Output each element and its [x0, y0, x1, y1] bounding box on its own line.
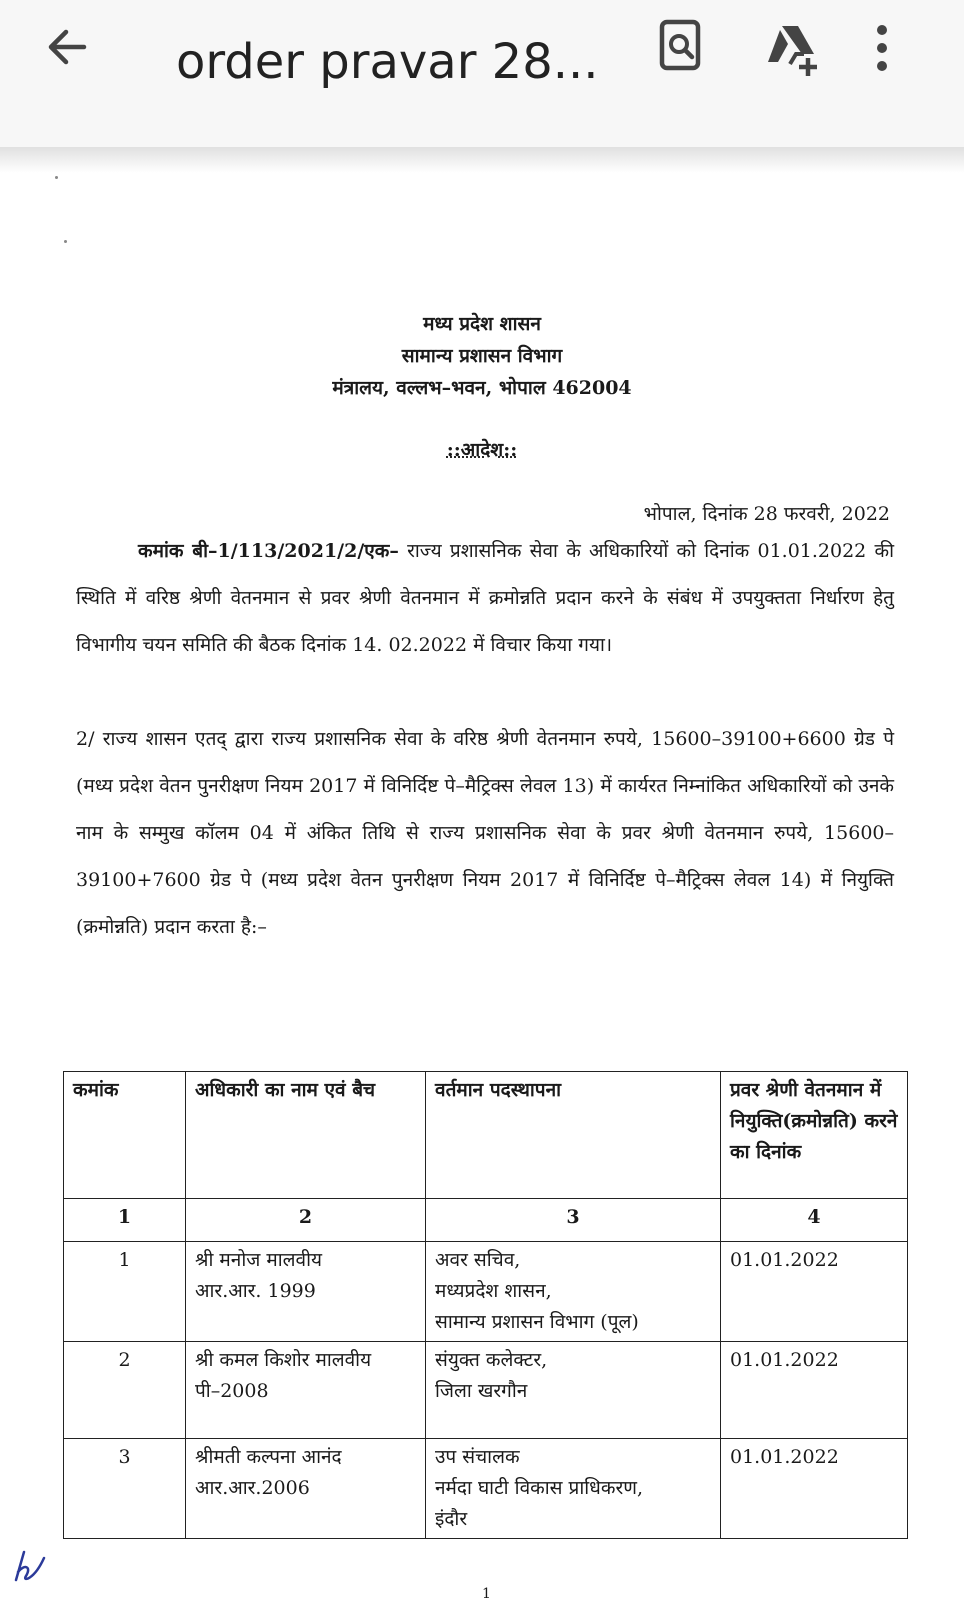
order-title: ::आदेश::: [446, 439, 518, 461]
header-posting: वर्तमान पदस्थापना: [426, 1072, 721, 1199]
table-row: [64, 1342, 908, 1439]
serial-cell: 2: [64, 1342, 186, 1439]
header-name: अधिकारी का नाम एवं बैच: [186, 1072, 426, 1199]
officer-cell: श्रीमती कल्पना आनंद आर.आर.2006: [186, 1439, 426, 1539]
drive-add-icon[interactable]: [762, 18, 822, 78]
header-line-2: सामान्य प्रशासन विभाग: [401, 345, 563, 367]
officer-cell: श्री मनोज मालवीय आर.आर. 1999: [186, 1242, 426, 1342]
table-row: [64, 1242, 908, 1342]
column-number: 1: [64, 1199, 186, 1242]
top-app-bar: [0, 0, 964, 147]
pen-mark-icon: [10, 1546, 50, 1586]
serial-cell: 3: [64, 1439, 186, 1539]
place-date: भोपाल, दिनांक 28 फरवरी, 2022: [643, 503, 890, 525]
column-number: 4: [721, 1199, 908, 1242]
document-title: order pravar 28...: [176, 34, 599, 90]
header-line-3: मंत्रालय, वल्लभ–भवन, भोपाल 462004: [332, 377, 632, 399]
header-serial: कमांक: [64, 1072, 186, 1199]
promotion-table: [63, 1071, 908, 1539]
search-document-icon[interactable]: [654, 18, 714, 78]
page-number: 1: [482, 1586, 491, 1602]
header-date: प्रवर श्रेणी वेतनमान में नियुक्ति(क्रमोन्नति) करने का दिनांक: [721, 1072, 908, 1199]
scan-speck: [55, 176, 58, 179]
date-cell: 01.01.2022: [721, 1439, 908, 1539]
paragraph-1: [76, 528, 894, 669]
column-number: 2: [186, 1199, 426, 1242]
toolbar-shadow: [0, 147, 964, 173]
arrow-left-icon[interactable]: [42, 22, 92, 72]
table-number-row: [64, 1199, 908, 1242]
posting-cell: उप संचालक नर्मदा घाटी विकास प्राधिकरण, इंदौर: [426, 1439, 721, 1539]
scan-speck: [64, 240, 67, 243]
paragraph-2: 2/ राज्य शासन एतद् द्वारा राज्य प्रशासनिक सेवा के वरिष्ठ श्रेणी वेतनमान रुपये, 15600–39100+6600 ग्रेड पे (मध्य प्रदेश वेतन पुनरीक्षण नियम 2017 में विनिर्दिष्ट पे–मैट्रिक्स लेवल 13) में कार्यरत निम्नांकित अधिकारियों को उनके नाम के सम्मुख कॉलम 04 में अंकित तिथि से राज्य प्रशासनिक सेवा के प्रवर श्रेणी वेतनमान रुपये, 15600–39100+7600 ग्रेड पे (मध्य प्रदेश वेतन पुनरीक्षण नियम 2017 में विनिर्दिष्ट पे–मैट्रिक्स लेवल 14) में नियुक्ति (क्रमोन्नति) प्रदान करता है:–: [76, 728, 894, 938]
paragraph-1-text: राज्य प्रशासनिक सेवा के अधिकारियों को दिनांक 01.01.2022 की स्थिति में वरिष्ठ श्रेणी वेतनमान से प्रवर श्रेणी वेतनमान में क्रमोन्नति प्रदान करने के संबंध में उपयुक्तता निर्धारण हेतु विभागीय चयन समिति की बैठक दिनांक 14. 02.2022 में विचार किया गया।: [76, 540, 894, 656]
serial-cell: 1: [64, 1242, 186, 1342]
table-header-row: [64, 1072, 908, 1199]
table-row: [64, 1439, 908, 1539]
order-reference: कमांक बी–1/113/2021/2/एक–: [138, 540, 399, 562]
date-cell: 01.01.2022: [721, 1242, 908, 1342]
posting-cell: संयुक्त कलेक्टर, जिला खरगौन: [426, 1342, 721, 1439]
header-line-1: मध्य प्रदेश शासन: [423, 313, 541, 335]
date-cell: 01.01.2022: [721, 1342, 908, 1439]
posting-cell: अवर सचिव, मध्यप्रदेश शासन, सामान्य प्रशासन विभाग (पूल): [426, 1242, 721, 1342]
officer-cell: श्री कमल किशोर मालवीय पी–2008: [186, 1342, 426, 1439]
more-vert-icon[interactable]: [862, 18, 902, 78]
column-number: 3: [426, 1199, 721, 1242]
